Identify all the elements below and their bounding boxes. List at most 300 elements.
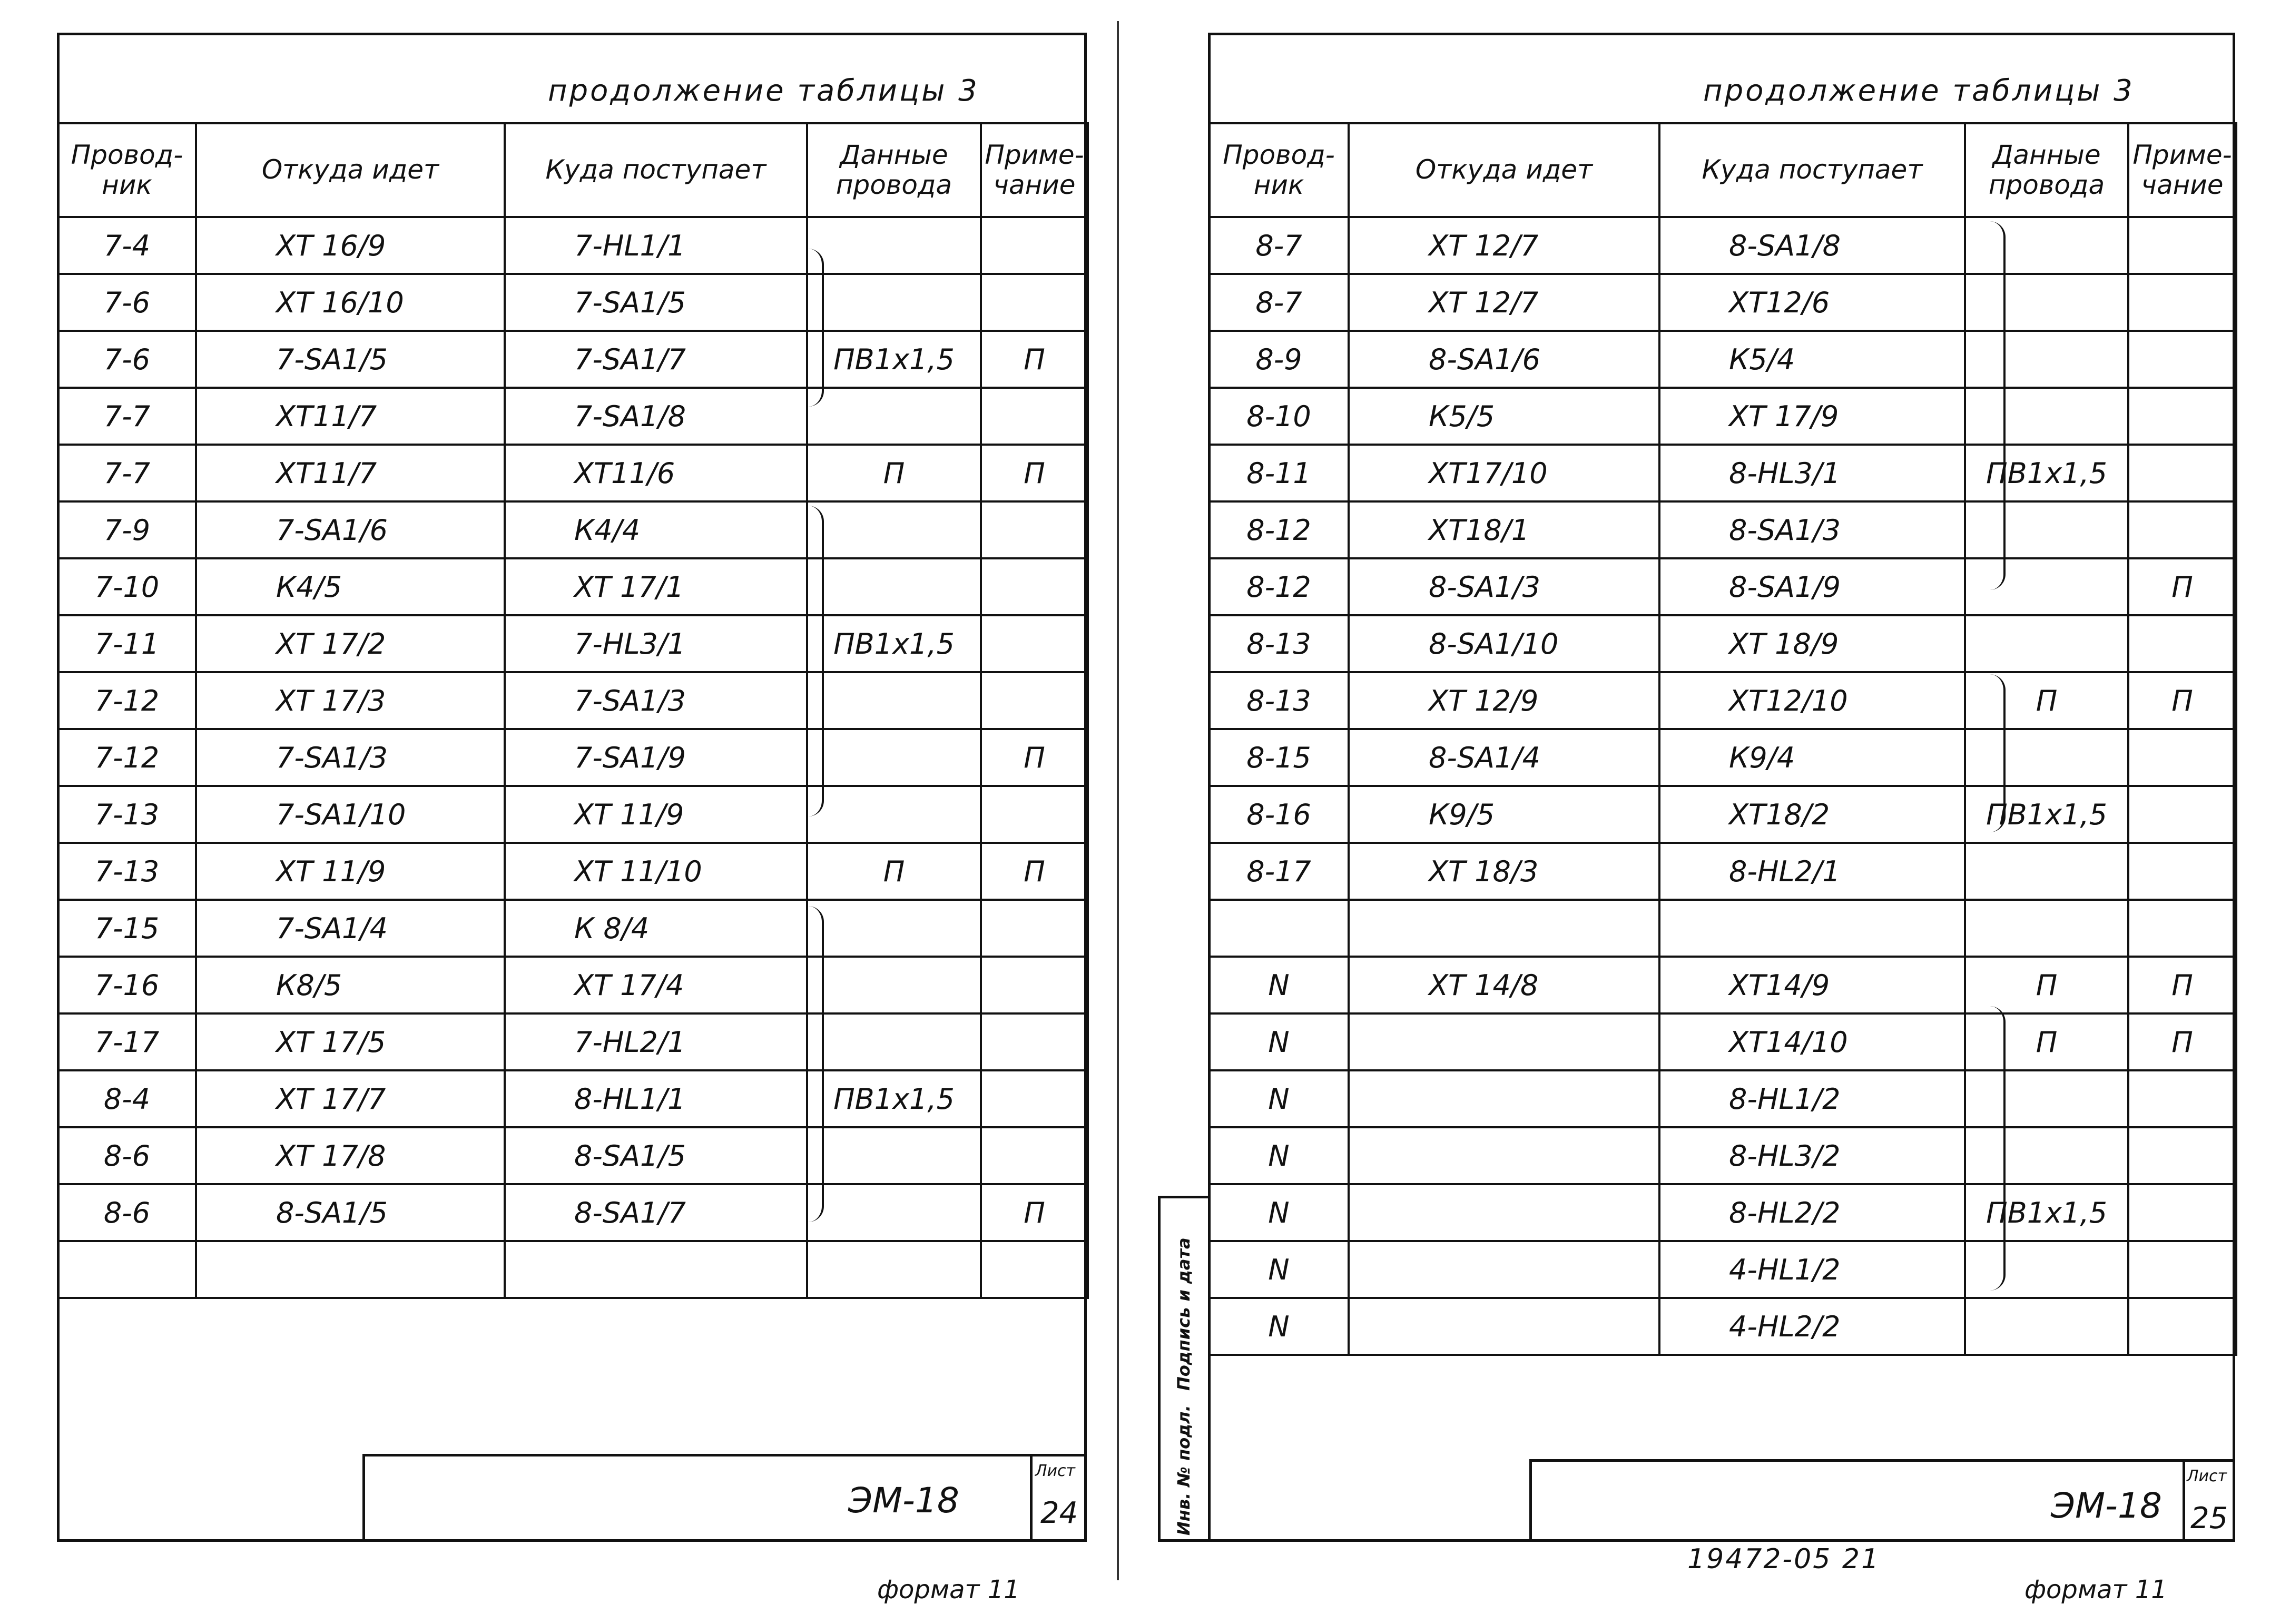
cell-from <box>1349 445 1659 501</box>
cell-from <box>1349 558 1659 615</box>
cell-to <box>505 615 807 672</box>
header-data: Данные провода <box>1965 123 2128 217</box>
cell-from-text: 8-SA1/6 <box>1429 342 1540 376</box>
cell-note <box>981 558 1088 615</box>
cell-to-text: 8-HL3/2 <box>1729 1139 1841 1173</box>
cell-to-text: XT 17/1 <box>574 570 684 604</box>
cell-note <box>2128 501 2236 558</box>
cell-wire-text: 8-17 <box>1246 854 1311 888</box>
cell-from <box>196 558 505 615</box>
cell-to <box>1659 501 1965 558</box>
cell-wire <box>1209 900 1349 957</box>
cell-to <box>1659 1184 1965 1241</box>
cell-data <box>807 331 981 388</box>
cell-to <box>1659 217 1965 274</box>
cell-from <box>1349 1184 1659 1241</box>
cell-wire <box>1209 786 1349 843</box>
right-stamp-signature-date: Подпись и дата <box>1174 1237 1194 1391</box>
cell-from <box>196 900 505 957</box>
table-row <box>1209 1298 2236 1355</box>
cell-to-text: 7-SA1/5 <box>574 286 686 319</box>
cell-data <box>1965 1298 2128 1355</box>
table-row <box>1209 900 2236 957</box>
cell-to <box>1659 1241 1965 1298</box>
cell-from-text: 8-SA1/10 <box>1429 627 1559 661</box>
cell-note <box>981 1184 1088 1241</box>
cell-note-text: П <box>2171 684 2193 717</box>
cell-wire-text: 8-7 <box>1255 229 1302 262</box>
cell-from <box>196 1184 505 1241</box>
left-brace-2 <box>801 506 824 816</box>
right-continuation-title: продолжение таблицы 3 <box>1703 74 2135 108</box>
cell-to-text: 8-HL2/2 <box>1729 1196 1841 1229</box>
cell-note <box>2128 1013 2236 1070</box>
cell-data <box>807 558 981 615</box>
cell-from <box>196 445 505 501</box>
table-row <box>58 1184 1088 1241</box>
cell-to-text: 7-HL3/1 <box>574 627 686 661</box>
table-row <box>1209 445 2236 501</box>
cell-wire-text: 8-7 <box>1255 286 1302 319</box>
cell-data-text: ПВ1х1,5 <box>833 627 955 661</box>
cell-to <box>1659 388 1965 445</box>
cell-wire <box>1209 1127 1349 1184</box>
cell-data <box>1965 957 2128 1013</box>
cell-wire <box>58 274 196 331</box>
cell-from-text: XT 14/8 <box>1429 968 1539 1002</box>
cell-to <box>505 672 807 729</box>
cell-note <box>981 957 1088 1013</box>
cell-from-text: 7-SA1/10 <box>276 798 406 831</box>
cell-data-text: ПВ1х1,5 <box>1986 456 2107 490</box>
cell-wire-text: 7-12 <box>94 741 160 774</box>
cell-wire <box>1209 1013 1349 1070</box>
cell-wire <box>58 1184 196 1241</box>
cell-to <box>505 843 807 900</box>
cell-from-text: 8-SA1/4 <box>1429 741 1540 774</box>
cell-from-text <box>1350 1310 1429 1343</box>
cell-wire <box>1209 672 1349 729</box>
cell-wire <box>1209 1070 1349 1127</box>
cell-to-text: К9/4 <box>1729 741 1795 774</box>
cell-to-text: 7-HL2/1 <box>574 1025 686 1059</box>
cell-to-text: К 8/4 <box>574 911 650 945</box>
cell-note <box>981 388 1088 445</box>
table-row <box>58 957 1088 1013</box>
cell-wire-text: N <box>1268 1310 1290 1343</box>
cell-wire-text: N <box>1268 1253 1290 1286</box>
cell-wire <box>58 900 196 957</box>
cell-from <box>1349 274 1659 331</box>
cell-to <box>505 786 807 843</box>
cell-from-text: К8/5 <box>276 968 342 1002</box>
table-row <box>58 900 1088 957</box>
cell-wire <box>58 843 196 900</box>
cell-data <box>807 1070 981 1127</box>
cell-from <box>1349 1298 1659 1355</box>
left-table-header <box>58 123 1088 217</box>
cell-from-text: 7-SA1/4 <box>276 911 388 945</box>
cell-to-text: XT12/6 <box>1729 286 1830 319</box>
cell-wire-text: N <box>1268 1196 1290 1229</box>
cell-wire-text: 7-7 <box>103 456 151 490</box>
header-from: Откуда идет <box>1349 123 1659 217</box>
cell-to-text: 8-HL3/1 <box>1729 456 1841 490</box>
cell-to <box>1659 843 1965 900</box>
cell-from <box>1349 786 1659 843</box>
cell-to-text: XT12/10 <box>1729 684 1848 717</box>
cell-from-text: XT11/7 <box>276 456 377 490</box>
left-doc-code: ЭМ-18 <box>848 1480 959 1521</box>
cell-wire-text: 7-15 <box>94 911 160 945</box>
cell-wire <box>58 217 196 274</box>
cell-note <box>2128 1070 2236 1127</box>
cell-wire <box>58 672 196 729</box>
cell-wire-text: 8-11 <box>1246 456 1311 490</box>
cell-to <box>1659 445 1965 501</box>
cell-wire-text: 7-12 <box>94 684 160 717</box>
cell-from-text: XT11/7 <box>276 399 377 433</box>
cell-to <box>505 331 807 388</box>
cell-data <box>807 445 981 501</box>
cell-from-text: XT18/1 <box>1429 513 1530 547</box>
cell-note <box>2128 900 2236 957</box>
cell-note <box>2128 1127 2236 1184</box>
header-data: Данные провода <box>807 123 981 217</box>
cell-to-text <box>1660 912 1729 945</box>
cell-data <box>807 900 981 957</box>
cell-data-text: ПВ1х1,5 <box>1986 1196 2107 1229</box>
cell-to-text: 8-HL1/2 <box>1729 1082 1841 1116</box>
cell-to <box>1659 957 1965 1013</box>
cell-to-text: XT14/10 <box>1729 1025 1848 1059</box>
table-row <box>58 1013 1088 1070</box>
cell-note <box>2128 729 2236 786</box>
cell-from-text <box>1350 1253 1429 1286</box>
cell-from <box>1349 1013 1659 1070</box>
table-row <box>1209 729 2236 786</box>
cell-to <box>1659 672 1965 729</box>
cell-note <box>2128 331 2236 388</box>
right-format-label: формат 11 <box>2024 1575 2167 1605</box>
header-to: Куда поступает <box>505 123 807 217</box>
table-row <box>1209 388 2236 445</box>
cell-from-text: К4/5 <box>276 570 342 604</box>
cell-from <box>1349 501 1659 558</box>
right-stamp-inv-no: Инв. № подл. <box>1174 1405 1194 1536</box>
cell-to-text: XT 11/9 <box>574 798 684 831</box>
cell-from <box>196 615 505 672</box>
cell-data-text: ПВ1х1,5 <box>833 342 955 376</box>
cell-to-text: XT14/9 <box>1729 968 1830 1002</box>
table-row <box>58 786 1088 843</box>
table-row <box>58 501 1088 558</box>
table-row <box>1209 501 2236 558</box>
table-row <box>1209 615 2236 672</box>
table-row <box>58 615 1088 672</box>
cell-from <box>196 672 505 729</box>
cell-to <box>505 729 807 786</box>
cell-wire <box>58 729 196 786</box>
header-wire: Провод-ник <box>1209 123 1349 217</box>
header-to: Куда поступает <box>1659 123 1965 217</box>
cell-note <box>981 615 1088 672</box>
cell-wire-text: 8-13 <box>1246 684 1311 717</box>
cell-data <box>807 1241 981 1298</box>
right-sheet <box>1145 0 2289 1624</box>
cell-wire-text: 8-10 <box>1246 399 1311 433</box>
cell-note-text: П <box>1024 854 1045 888</box>
cell-wire-text: 7-13 <box>94 854 160 888</box>
cell-data <box>807 615 981 672</box>
cell-wire <box>1209 729 1349 786</box>
cell-note <box>2128 274 2236 331</box>
cell-to <box>505 217 807 274</box>
cell-data <box>807 1184 981 1241</box>
left-title-block <box>362 1454 1087 1542</box>
cell-from-text: XT 17/7 <box>276 1082 386 1116</box>
cell-wire-text: 8-12 <box>1246 570 1311 604</box>
table-row <box>58 1070 1088 1127</box>
cell-from <box>196 1070 505 1127</box>
cell-to-text: 8-SA1/7 <box>574 1196 686 1229</box>
cell-data <box>807 217 981 274</box>
cell-wire-text: 8-9 <box>1255 342 1302 376</box>
left-brace-1 <box>801 249 824 407</box>
cell-from <box>1349 843 1659 900</box>
table-row <box>1209 558 2236 615</box>
cell-data-text: П <box>883 456 905 490</box>
cell-note <box>981 1127 1088 1184</box>
cell-from-text: 7-SA1/6 <box>276 513 388 547</box>
cell-wire <box>1209 388 1349 445</box>
cell-wire <box>58 1013 196 1070</box>
cell-note <box>2128 388 2236 445</box>
table-row <box>1209 274 2236 331</box>
cell-wire <box>1209 615 1349 672</box>
table-row <box>1209 331 2236 388</box>
cell-to-text: XT 18/9 <box>1729 627 1839 661</box>
cell-from-text: XT 12/9 <box>1429 684 1539 717</box>
cell-to <box>1659 786 1965 843</box>
cell-from <box>196 1127 505 1184</box>
cell-from <box>196 388 505 445</box>
header-note: Приме-чание <box>981 123 1088 217</box>
cell-from-text <box>1350 1139 1429 1173</box>
cell-data <box>807 729 981 786</box>
cell-wire <box>58 388 196 445</box>
cell-to <box>505 501 807 558</box>
cell-from-text: XT 17/5 <box>276 1025 386 1059</box>
cell-to-text: 7-SA1/3 <box>574 684 686 717</box>
cell-data <box>807 843 981 900</box>
cell-wire-text: 8-13 <box>1246 627 1311 661</box>
cell-to-text: XT 17/9 <box>1729 399 1839 433</box>
cell-note <box>981 331 1088 388</box>
cell-note <box>981 274 1088 331</box>
cell-wire <box>58 1241 196 1298</box>
table-row <box>58 843 1088 900</box>
table-row <box>1209 217 2236 274</box>
cell-to <box>505 1241 807 1298</box>
cell-note-text: П <box>2171 1025 2193 1059</box>
left-list-number: 24 <box>1040 1496 1078 1530</box>
cell-from-text: XT 12/7 <box>1429 286 1539 319</box>
cell-note <box>2128 672 2236 729</box>
cell-from <box>1349 672 1659 729</box>
cell-from <box>196 217 505 274</box>
cell-note <box>981 900 1088 957</box>
cell-wire-text: 7-7 <box>103 399 151 433</box>
cell-from-text <box>197 1253 276 1286</box>
table-row <box>58 274 1088 331</box>
table-row <box>1209 786 2236 843</box>
cell-note <box>2128 843 2236 900</box>
cell-to-text: 8-SA1/3 <box>1729 513 1841 547</box>
cell-to-text: XT 17/4 <box>574 968 684 1002</box>
left-brace-3 <box>801 906 824 1222</box>
cell-to <box>505 1127 807 1184</box>
cell-note <box>981 501 1088 558</box>
cell-wire <box>58 615 196 672</box>
cell-to-text: XT11/6 <box>574 456 675 490</box>
cell-to <box>1659 1298 1965 1355</box>
cell-to <box>505 558 807 615</box>
cell-note-text: П <box>1024 1196 1045 1229</box>
cell-from <box>196 786 505 843</box>
right-brace-2 <box>1982 674 2006 832</box>
cell-from-text: XT 11/9 <box>276 854 386 888</box>
cell-note <box>981 445 1088 501</box>
left-format-label: формат 11 <box>877 1575 1020 1605</box>
table-row <box>58 558 1088 615</box>
cell-wire-text: 7-11 <box>94 627 160 661</box>
cell-from-text: 7-SA1/5 <box>276 342 388 376</box>
cell-wire-text: N <box>1268 1082 1290 1116</box>
cell-note <box>981 1013 1088 1070</box>
cell-to-text: 8-SA1/5 <box>574 1139 686 1173</box>
cell-from <box>196 274 505 331</box>
cell-data <box>1965 900 2128 957</box>
right-list-label: Лист <box>2187 1467 2227 1485</box>
cell-wire-text: 8-12 <box>1246 513 1311 547</box>
cell-note-text: П <box>1024 456 1045 490</box>
cell-note <box>2128 1298 2236 1355</box>
cell-note <box>2128 445 2236 501</box>
table-row <box>1209 1127 2236 1184</box>
cell-wire-text: 8-4 <box>103 1082 151 1116</box>
cell-wire-text: 8-6 <box>103 1196 151 1229</box>
cell-from-text <box>1350 1026 1429 1059</box>
cell-note <box>981 1241 1088 1298</box>
cell-data <box>807 1013 981 1070</box>
right-table-header <box>1209 123 2236 217</box>
cell-from <box>1349 900 1659 957</box>
cell-note <box>981 672 1088 729</box>
cell-data-text: П <box>2036 684 2058 717</box>
cell-from <box>196 1241 505 1298</box>
cell-data <box>807 786 981 843</box>
cell-from-text: XT 18/3 <box>1429 854 1539 888</box>
cell-wire-text: 7-6 <box>103 342 151 376</box>
cell-from-text: XT 16/9 <box>276 229 386 262</box>
cell-wire-text: 7-6 <box>103 286 151 319</box>
cell-from <box>1349 957 1659 1013</box>
cell-data-text: ПВ1х1,5 <box>833 1082 955 1116</box>
cell-from-text: XT17/10 <box>1429 456 1548 490</box>
cell-wire <box>58 331 196 388</box>
cell-from <box>196 331 505 388</box>
cell-from-text: 8-SA1/5 <box>276 1196 388 1229</box>
cell-from-text <box>1350 1082 1429 1116</box>
cell-note <box>2128 1184 2236 1241</box>
cell-to <box>1659 1013 1965 1070</box>
cell-wire <box>58 501 196 558</box>
cell-data <box>807 501 981 558</box>
cell-to-text: 8-SA1/9 <box>1729 570 1841 604</box>
header-from: Откуда идет <box>196 123 505 217</box>
cell-wire-text: 7-9 <box>103 513 151 547</box>
cell-to-text: 8-HL1/1 <box>574 1082 686 1116</box>
cell-wire <box>1209 1184 1349 1241</box>
cell-wire <box>58 558 196 615</box>
cell-from <box>196 501 505 558</box>
cell-note <box>2128 217 2236 274</box>
table-row <box>1209 843 2236 900</box>
cell-from <box>196 1013 505 1070</box>
cell-note <box>2128 957 2236 1013</box>
cell-to <box>505 388 807 445</box>
cell-wire <box>1209 217 1349 274</box>
cell-to-text <box>506 1253 574 1286</box>
cell-from-text: XT 16/10 <box>276 286 404 319</box>
cell-note <box>2128 1241 2236 1298</box>
cell-to <box>505 1070 807 1127</box>
cell-wire <box>1209 445 1349 501</box>
cell-wire-text: N <box>1268 1025 1290 1059</box>
cell-wire-text: 7-4 <box>103 229 151 262</box>
cell-to <box>1659 900 1965 957</box>
cell-from <box>196 957 505 1013</box>
cell-note <box>2128 558 2236 615</box>
right-doc-code: ЭМ-18 <box>2051 1485 2162 1526</box>
cell-wire <box>58 786 196 843</box>
cell-from-text: XT 12/7 <box>1429 229 1539 262</box>
cell-to <box>1659 729 1965 786</box>
left-list-label: Лист <box>1035 1462 1076 1480</box>
table-row <box>1209 1184 2236 1241</box>
cell-note <box>2128 615 2236 672</box>
cell-wire-text: 7-10 <box>94 570 160 604</box>
cell-from-text: К5/5 <box>1429 399 1495 433</box>
right-brace-1 <box>1982 221 2006 590</box>
left-wire-table <box>57 122 1089 1299</box>
cell-to-text: 7-SA1/9 <box>574 741 686 774</box>
cell-from-text: XT 17/3 <box>276 684 386 717</box>
cell-note <box>981 217 1088 274</box>
cell-from <box>1349 729 1659 786</box>
cell-to-text: 7-SA1/8 <box>574 399 686 433</box>
right-list-number: 25 <box>2190 1501 2228 1536</box>
cell-data <box>1965 615 2128 672</box>
table-row <box>1209 1070 2236 1127</box>
sheet-divider <box>1117 21 1119 1580</box>
cell-to <box>1659 1070 1965 1127</box>
cell-from <box>196 729 505 786</box>
cell-to-text: 7-HL1/1 <box>574 229 686 262</box>
cell-from <box>1349 331 1659 388</box>
cell-from <box>1349 1241 1659 1298</box>
